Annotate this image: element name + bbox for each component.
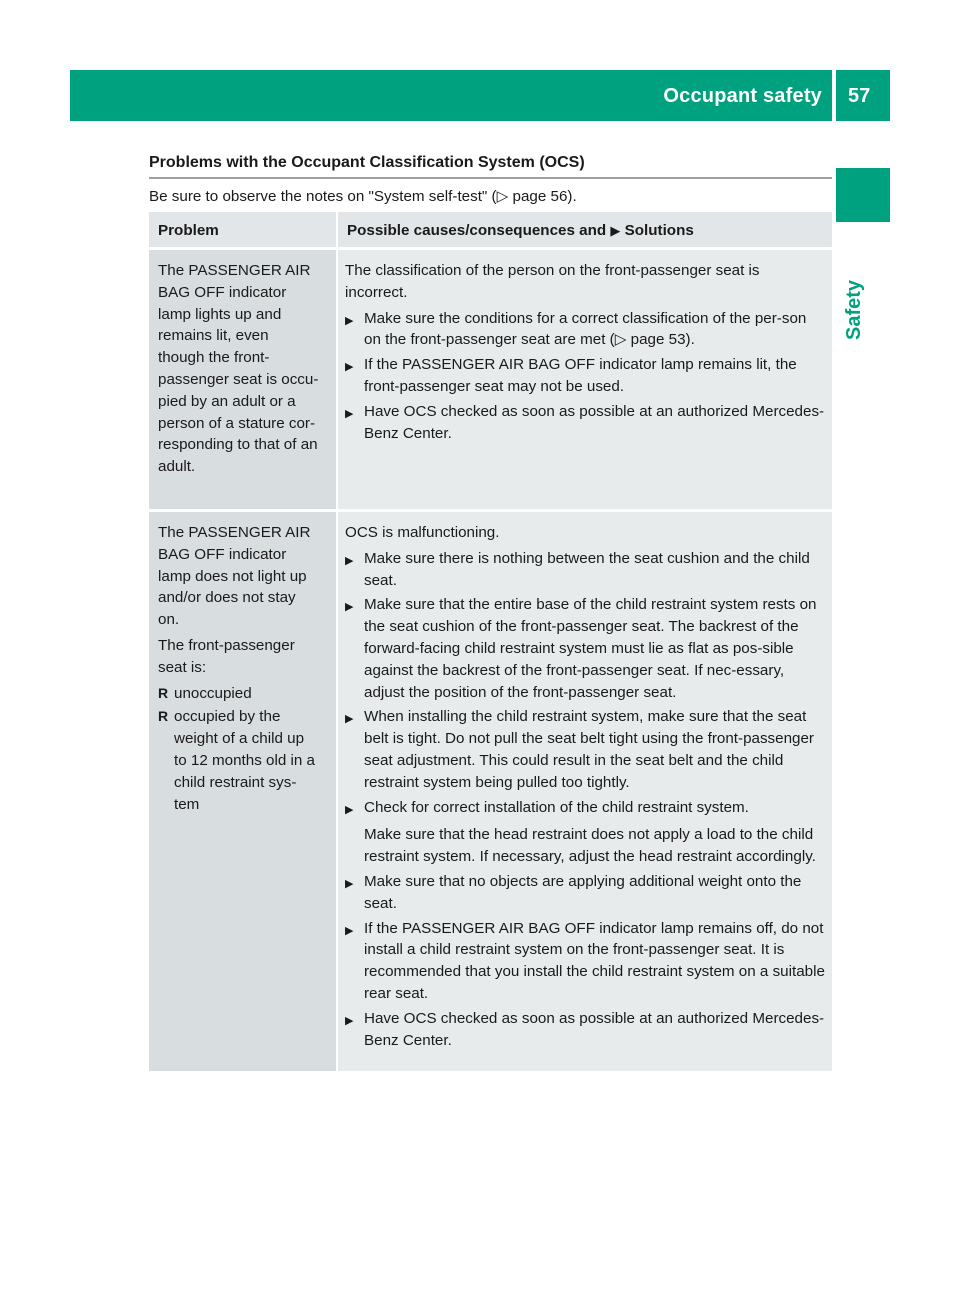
problem-line: The front-passenger — [158, 636, 295, 654]
list-item — [158, 706, 332, 815]
solution-step — [345, 354, 826, 398]
step-text: Make sure that the entire base of the child restraint system rests on the seat cushion of the front-passenger seat. The backrest of the forward-facing child restraint system must lie as flat as pos-sible against the backrest of the front-passenger seat. If nec-essary, adjust the position of the front-passenger seat. — [364, 596, 817, 701]
side-section-label: Safety — [843, 279, 865, 340]
solution-step — [345, 871, 826, 915]
solution-step — [345, 706, 826, 793]
bullet-line: child restraint sys- — [174, 773, 297, 791]
bullet-icon: R — [158, 684, 169, 701]
problem-line: responding to that of an — [158, 436, 318, 454]
arrow-right-icon: ▶ — [610, 223, 621, 238]
col-header-solutions — [336, 212, 832, 247]
col-header-solutions-label: Solutions — [624, 222, 694, 239]
bullet-line: occupied by the — [174, 708, 281, 726]
header-title: Occupant safety — [663, 85, 822, 107]
problem-line: lamp lights up and — [158, 305, 282, 323]
problems-table — [149, 212, 832, 1071]
problem-line: passenger seat is occu- — [158, 370, 319, 388]
problem-line: lamp does not light up — [158, 567, 307, 585]
list-item — [158, 683, 332, 705]
table-row — [149, 250, 832, 509]
solution-cell — [336, 250, 832, 509]
problem-cell — [149, 250, 336, 509]
arrow-right-icon: ▶ — [345, 1014, 354, 1027]
step-text: Make sure that no objects are applying additional weight onto the seat. — [364, 872, 802, 912]
bullet-text — [174, 706, 332, 815]
solution-step — [345, 401, 826, 445]
problem-line: pied by an adult or a — [158, 392, 296, 410]
table-row — [149, 512, 832, 1071]
step-note: Make sure that the head restraint does not apply a load to the child restraint system. If necessary, adjust the head restraint accordingly. — [364, 826, 816, 866]
cause-text: The classification of the person on the front-passenger seat is incorrect. — [345, 262, 760, 301]
problem-line: remains lit, even — [158, 327, 269, 345]
arrow-right-icon: ▶ — [345, 601, 354, 614]
arrow-right-icon: ▶ — [345, 713, 354, 726]
arrow-right-icon: ▶ — [345, 361, 354, 374]
section-rule — [149, 177, 832, 179]
arrow-right-icon: ▶ — [345, 407, 354, 420]
step-text: Have OCS checked as soon as possible at an authorized Mercedes-Benz Center. — [364, 402, 825, 442]
problem-line: and/or does not stay — [158, 589, 296, 607]
header-bar — [70, 70, 832, 121]
problem-line: The PASSENGER AIR — [158, 262, 311, 279]
page-number: 57 — [848, 85, 871, 107]
section-title: Problems with the Occupant Classification System (OCS) — [149, 154, 585, 171]
problem-line: The PASSENGER AIR — [158, 524, 311, 541]
bullet-line: to 12 months old in a — [174, 751, 315, 769]
bullet-text: unoccupied — [174, 684, 252, 702]
solution-step — [345, 797, 826, 822]
problem-line: adult. — [158, 458, 196, 476]
side-tab — [836, 168, 890, 222]
solution-cell — [336, 512, 832, 1071]
arrow-right-icon: ▶ — [345, 554, 354, 567]
step-text: Check for correct installation of the child restraint system. — [364, 798, 749, 816]
step-text: Make sure there is nothing between the seat cushion and the child seat. — [364, 549, 810, 589]
step-text: Have OCS checked as soon as possible at an authorized Mercedes-Benz Center. — [364, 1009, 825, 1049]
problem-line: BAG OFF indicator — [158, 283, 287, 301]
problem-line: seat is: — [158, 658, 207, 676]
arrow-right-icon: ▶ — [345, 924, 354, 937]
step-text: If the PASSENGER AIR BAG OFF indicator lamp remains lit, the front-passenger seat may not be used. — [364, 356, 797, 395]
problem-line: on. — [158, 611, 180, 629]
problem-line: though the front- — [158, 349, 270, 367]
col-header-causes: Possible causes/consequences and — [347, 222, 607, 239]
bullet-icon: R — [158, 708, 169, 725]
table-header-row — [149, 212, 832, 247]
arrow-right-icon: ▶ — [345, 877, 354, 890]
problem-cell — [149, 512, 336, 1071]
col-header-problem: Problem — [149, 212, 336, 247]
step-text: When installing the child restraint system, make sure that the seat belt is tight. Do not pull the seat belt tight using the front-passenger seat adjustment. This could result in the seat belt and the child restraint system being pulled too tightly. — [364, 708, 814, 791]
bullet-line: weight of a child up — [174, 730, 305, 748]
solution-step — [345, 308, 826, 352]
arrow-right-icon: ▶ — [345, 803, 354, 816]
page-number-box — [836, 70, 890, 121]
problem-line: BAG OFF indicator — [158, 545, 287, 563]
solution-step — [345, 548, 826, 592]
arrow-right-icon: ▶ — [345, 314, 354, 327]
step-text: Make sure the conditions for a correct classification of the per-son on the front-passenger seat are met (▷ page 53). — [364, 309, 807, 349]
solution-step — [345, 594, 826, 703]
cause-text: OCS is malfunctioning. — [345, 524, 500, 541]
solution-step — [345, 918, 826, 1005]
problem-line: person of a stature cor- — [158, 414, 316, 432]
intro-text: Be sure to observe the notes on "System self-test" (▷ page 56). — [149, 188, 577, 205]
solution-step — [345, 1008, 826, 1052]
step-text: If the PASSENGER AIR BAG OFF indicator lamp remains off, do not install a child restraint system on the front-passenger seat. It is recommended that you install the child restraint system on a suitable rear seat. — [364, 919, 825, 1002]
bullet-line: tem — [174, 795, 200, 813]
